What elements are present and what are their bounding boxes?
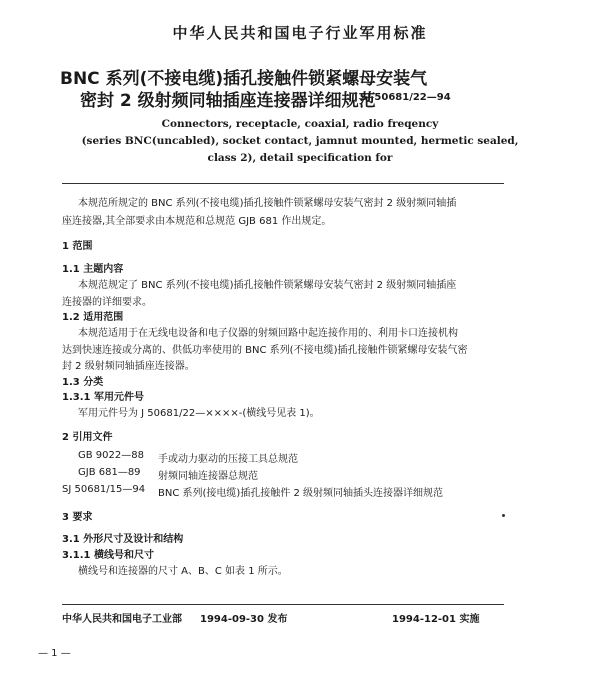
section-1-2-line3: 封 2 级射频同轴插座连接器。 (62, 361, 195, 372)
reference-title: 手或动力驱动的压接工具总规范 (158, 454, 298, 465)
section-1-3-1-line1: 军用元件号为 J 50681/22—××××-(横线号见表 1)。 (78, 408, 320, 419)
scan-speck (502, 514, 505, 517)
footer-effective-date: 1994-12-01 实施 (392, 614, 480, 625)
footer-issue-date: 1994-09-30 发布 (200, 614, 288, 625)
section-3-1-1-heading: 3.1.1 横线号和尺寸 (62, 550, 154, 561)
document-title-line2: 密封 2 级射频同轴插座连接器详细规范 (80, 91, 376, 111)
english-title-line1: Connectors, receptacle, coaxial, radio freqency (161, 118, 439, 130)
document-number: SJ 50681/22—94 (360, 92, 451, 103)
document-title-line1: BNC 系列(不接电缆)插孔接触件锁紧螺母安装气 (60, 69, 428, 89)
section-1-3-heading: 1.3 分类 (62, 377, 104, 388)
reference-code: GJB 681—89 (78, 467, 141, 478)
section-1-1-line1: 本规范规定了 BNC 系列(不接电缆)插孔接触件锁紧螺母安装气密封 2 级射频同轴插座 (78, 280, 457, 291)
reference-title: 射频同轴连接器总规范 (158, 471, 258, 482)
intro-line1: 本规范所规定的 BNC 系列(不接电缆)插孔接触件锁紧螺母安装气密封 2 级射频同轴插 (78, 198, 457, 209)
section-1-1-heading: 1.1 主题内容 (62, 264, 124, 275)
section-1-heading: 1 范围 (62, 241, 93, 252)
footer-issuer: 中华人民共和国电子工业部 (62, 614, 182, 625)
issuer-standard-header: 中华人民共和国电子行业军用标准 (172, 24, 428, 42)
section-3-1-heading: 3.1 外形尺寸及设计和结构 (62, 534, 184, 545)
section-1-3-1-heading: 1.3.1 军用元件号 (62, 392, 144, 403)
section-1-2-line2: 达到快速连接或分离的、供低功率使用的 BNC 系列(不接电缆)插孔接触件锁紧螺母安装气密 (62, 345, 468, 356)
english-title-line3: class 2), detail specification for (207, 152, 393, 164)
section-1-2-heading: 1.2 适用范围 (62, 312, 124, 323)
section-1-1-line2: 连接器的详细要求。 (62, 297, 152, 308)
section-3-heading: 3 要求 (62, 512, 93, 523)
section-1-2-line1: 本规范适用于在无线电设备和电子仪器的射频回路中起连接作用的、利用卡口连接机构 (78, 328, 458, 339)
title-divider (62, 183, 504, 184)
section-2-heading: 2 引用文件 (62, 432, 113, 443)
reference-code: GB 9022—88 (78, 450, 144, 461)
footer-divider (62, 604, 504, 605)
section-3-1-1-line1: 横线号和连接器的尺寸 A、B、C 如表 1 所示。 (78, 566, 288, 577)
intro-line2: 座连接器,其全部要求由本规范和总规范 GJB 681 作出规定。 (62, 216, 332, 227)
page-number: — 1 — (38, 648, 71, 659)
english-title-line2: (series BNC(uncabled), socket contact, jamnut mounted, hermetic sealed, (81, 135, 519, 147)
reference-code: SJ 50681/15—94 (62, 484, 146, 495)
reference-title: BNC 系列(接电缆)插孔接触件 2 级射频同轴插头连接器详细规范 (158, 488, 444, 499)
